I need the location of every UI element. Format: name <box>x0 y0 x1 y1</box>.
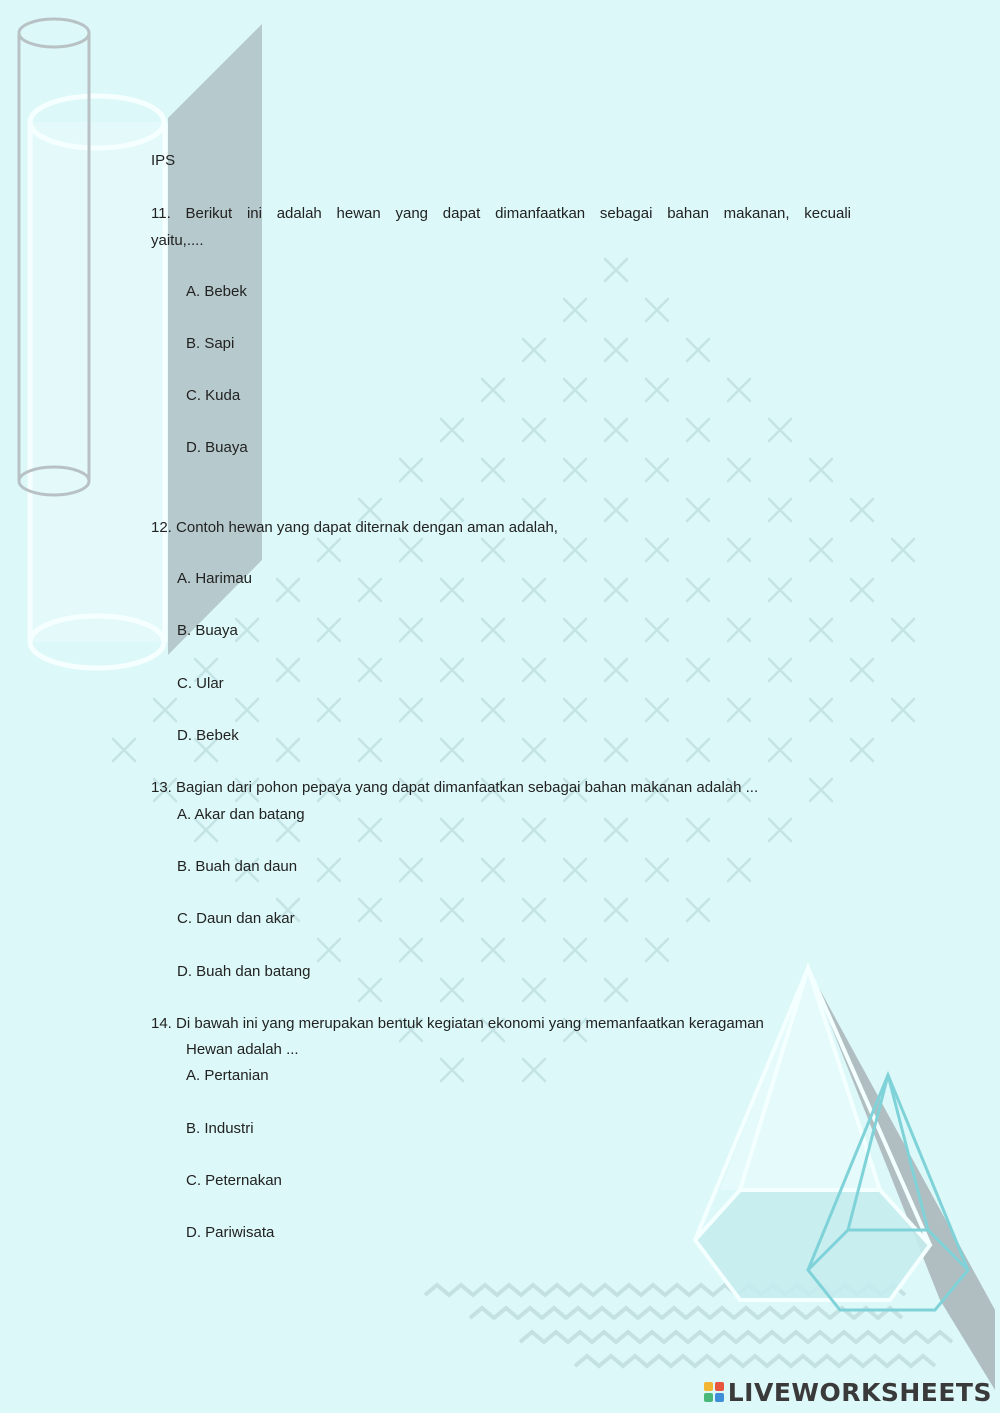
cross-mark <box>851 499 873 521</box>
cross-mark <box>605 979 627 1001</box>
cross-mark <box>646 379 668 401</box>
question-13-option-d: D. Buah dan batang <box>177 963 311 980</box>
cross-mark <box>646 299 668 321</box>
cross-mark <box>564 859 586 881</box>
cross-mark <box>728 539 750 561</box>
cross-mark <box>441 1059 463 1081</box>
cross-mark <box>359 899 381 921</box>
cross-mark <box>441 739 463 761</box>
cross-mark <box>605 819 627 841</box>
question-12-text: 12. Contoh hewan yang dapat diternak dengan aman adalah, <box>151 519 558 536</box>
cross-mark <box>318 539 340 561</box>
cross-mark <box>359 659 381 681</box>
cross-mark <box>605 659 627 681</box>
cross-mark <box>728 459 750 481</box>
cross-mark <box>277 659 299 681</box>
cross-mark <box>605 259 627 281</box>
question-13-option-b: B. Buah dan daun <box>177 858 298 875</box>
question-11-text <box>151 204 851 224</box>
cross-mark <box>400 459 422 481</box>
cross-mark <box>482 859 504 881</box>
question-13-option-a: A. Akar dan batang <box>177 806 305 823</box>
cylinder-shape <box>30 96 165 668</box>
cross-mark <box>810 619 832 641</box>
cross-mark <box>605 739 627 761</box>
question-12-option-c: C. Ular <box>177 675 224 692</box>
zigzag-line <box>470 1308 902 1318</box>
cross-mark <box>482 459 504 481</box>
cross-mark <box>523 579 545 601</box>
cross-mark <box>687 339 709 361</box>
question-12-option-b: B. Buaya <box>177 622 238 639</box>
cross-mark <box>728 619 750 641</box>
cross-mark <box>605 339 627 361</box>
cross-mark <box>154 699 176 721</box>
cross-mark <box>564 939 586 961</box>
liveworksheets-brand-text: LIVEWORKSHEETS <box>727 1377 992 1407</box>
cross-mark <box>810 779 832 801</box>
cross-mark <box>400 939 422 961</box>
cross-mark <box>564 699 586 721</box>
question-14-text: 14. Di bawah ini yang merupakan bentuk kegiatan ekonomi yang memanfaatkan keragaman <box>151 1015 764 1032</box>
question-11-line-1: 11. Berikut ini adalah hewan yang dapat dimanfaatkan sebagai bahan makanan, kecuali <box>151 205 851 222</box>
cross-mark <box>441 419 463 441</box>
cross-mark <box>687 419 709 441</box>
question-11-option-b: B. Sapi <box>186 335 235 352</box>
cross-mark <box>400 699 422 721</box>
cross-mark <box>441 979 463 1001</box>
cross-mark <box>359 739 381 761</box>
cross-mark <box>769 819 791 841</box>
cross-mark <box>564 459 586 481</box>
cross-mark <box>728 859 750 881</box>
cross-mark <box>892 699 914 721</box>
cross-mark <box>482 539 504 561</box>
question-13-text: 13. Bagian dari pohon pepaya yang dapat dimanfaatkan sebagai bahan makanan adalah ... <box>151 779 759 796</box>
cross-mark <box>769 499 791 521</box>
cross-mark <box>646 459 668 481</box>
cross-mark <box>236 699 258 721</box>
cross-mark <box>851 659 873 681</box>
cross-mark <box>564 619 586 641</box>
cross-mark <box>482 379 504 401</box>
cross-mark <box>605 499 627 521</box>
cross-mark <box>441 659 463 681</box>
cross-mark <box>523 339 545 361</box>
question-11-option-c: C. Kuda <box>186 387 241 404</box>
liveworksheets-mark-icon <box>704 1382 724 1402</box>
cross-mark <box>646 859 668 881</box>
cross-mark <box>318 699 340 721</box>
cross-mark <box>769 739 791 761</box>
cross-mark <box>769 659 791 681</box>
cross-mark <box>482 699 504 721</box>
cross-mark <box>400 539 422 561</box>
zigzag-line <box>575 1356 935 1366</box>
cross-mark <box>523 899 545 921</box>
cross-mark <box>482 619 504 641</box>
cross-mark <box>318 619 340 641</box>
question-14-option-d: D. Pariwisata <box>186 1224 275 1241</box>
cross-mark <box>523 419 545 441</box>
question-14-text-continued: Hewan adalah ... <box>186 1041 299 1058</box>
question-11-option-a: A. Bebek <box>186 283 247 300</box>
cross-mark <box>277 579 299 601</box>
cross-mark <box>564 299 586 321</box>
cross-mark <box>728 699 750 721</box>
cross-mark <box>523 659 545 681</box>
cross-mark <box>851 579 873 601</box>
cross-mark <box>646 699 668 721</box>
cross-mark <box>318 859 340 881</box>
question-13-option-c: C. Daun dan akar <box>177 910 295 927</box>
cross-mark <box>646 539 668 561</box>
cross-mark <box>687 739 709 761</box>
zigzag-line <box>520 1332 952 1342</box>
cross-mark <box>359 819 381 841</box>
cross-mark <box>318 939 340 961</box>
cross-mark <box>400 859 422 881</box>
cross-mark <box>482 939 504 961</box>
cross-mark <box>687 819 709 841</box>
cross-mark <box>769 419 791 441</box>
cross-mark <box>277 739 299 761</box>
question-14-option-c: C. Peternakan <box>186 1172 282 1189</box>
cross-mark <box>646 939 668 961</box>
cross-mark <box>769 579 791 601</box>
cross-mark <box>646 619 668 641</box>
cross-mark <box>810 459 832 481</box>
cross-mark <box>113 739 135 761</box>
cross-mark <box>441 819 463 841</box>
cross-mark <box>605 419 627 441</box>
question-14-option-a: A. Pertanian <box>186 1067 269 1084</box>
cross-mark <box>810 539 832 561</box>
cross-mark <box>564 539 586 561</box>
cross-mark <box>687 499 709 521</box>
cross-mark <box>441 899 463 921</box>
cross-mark <box>523 819 545 841</box>
cross-mark <box>523 739 545 761</box>
cross-mark <box>523 979 545 1001</box>
cross-mark <box>687 579 709 601</box>
cross-mark <box>523 1059 545 1081</box>
question-14-option-b: B. Industri <box>186 1120 254 1137</box>
cross-mark <box>400 619 422 641</box>
cross-mark <box>728 379 750 401</box>
cross-mark <box>851 739 873 761</box>
cross-mark <box>359 979 381 1001</box>
cross-mark <box>687 659 709 681</box>
question-12-option-d: D. Bebek <box>177 727 239 744</box>
liveworksheets-logo <box>704 1377 992 1407</box>
cross-mark <box>605 899 627 921</box>
question-12-option-a: A. Harimau <box>177 570 253 587</box>
cross-mark <box>892 539 914 561</box>
cross-mark <box>564 379 586 401</box>
cross-mark <box>236 619 258 641</box>
cross-mark <box>810 699 832 721</box>
subject-title: IPS <box>151 152 176 169</box>
question-11-option-d: D. Buaya <box>186 439 248 456</box>
cross-mark <box>441 579 463 601</box>
cross-mark <box>359 579 381 601</box>
cross-mark <box>605 579 627 601</box>
cross-mark <box>892 619 914 641</box>
question-11-text-continued: yaitu,.... <box>151 232 204 249</box>
cross-mark <box>687 899 709 921</box>
